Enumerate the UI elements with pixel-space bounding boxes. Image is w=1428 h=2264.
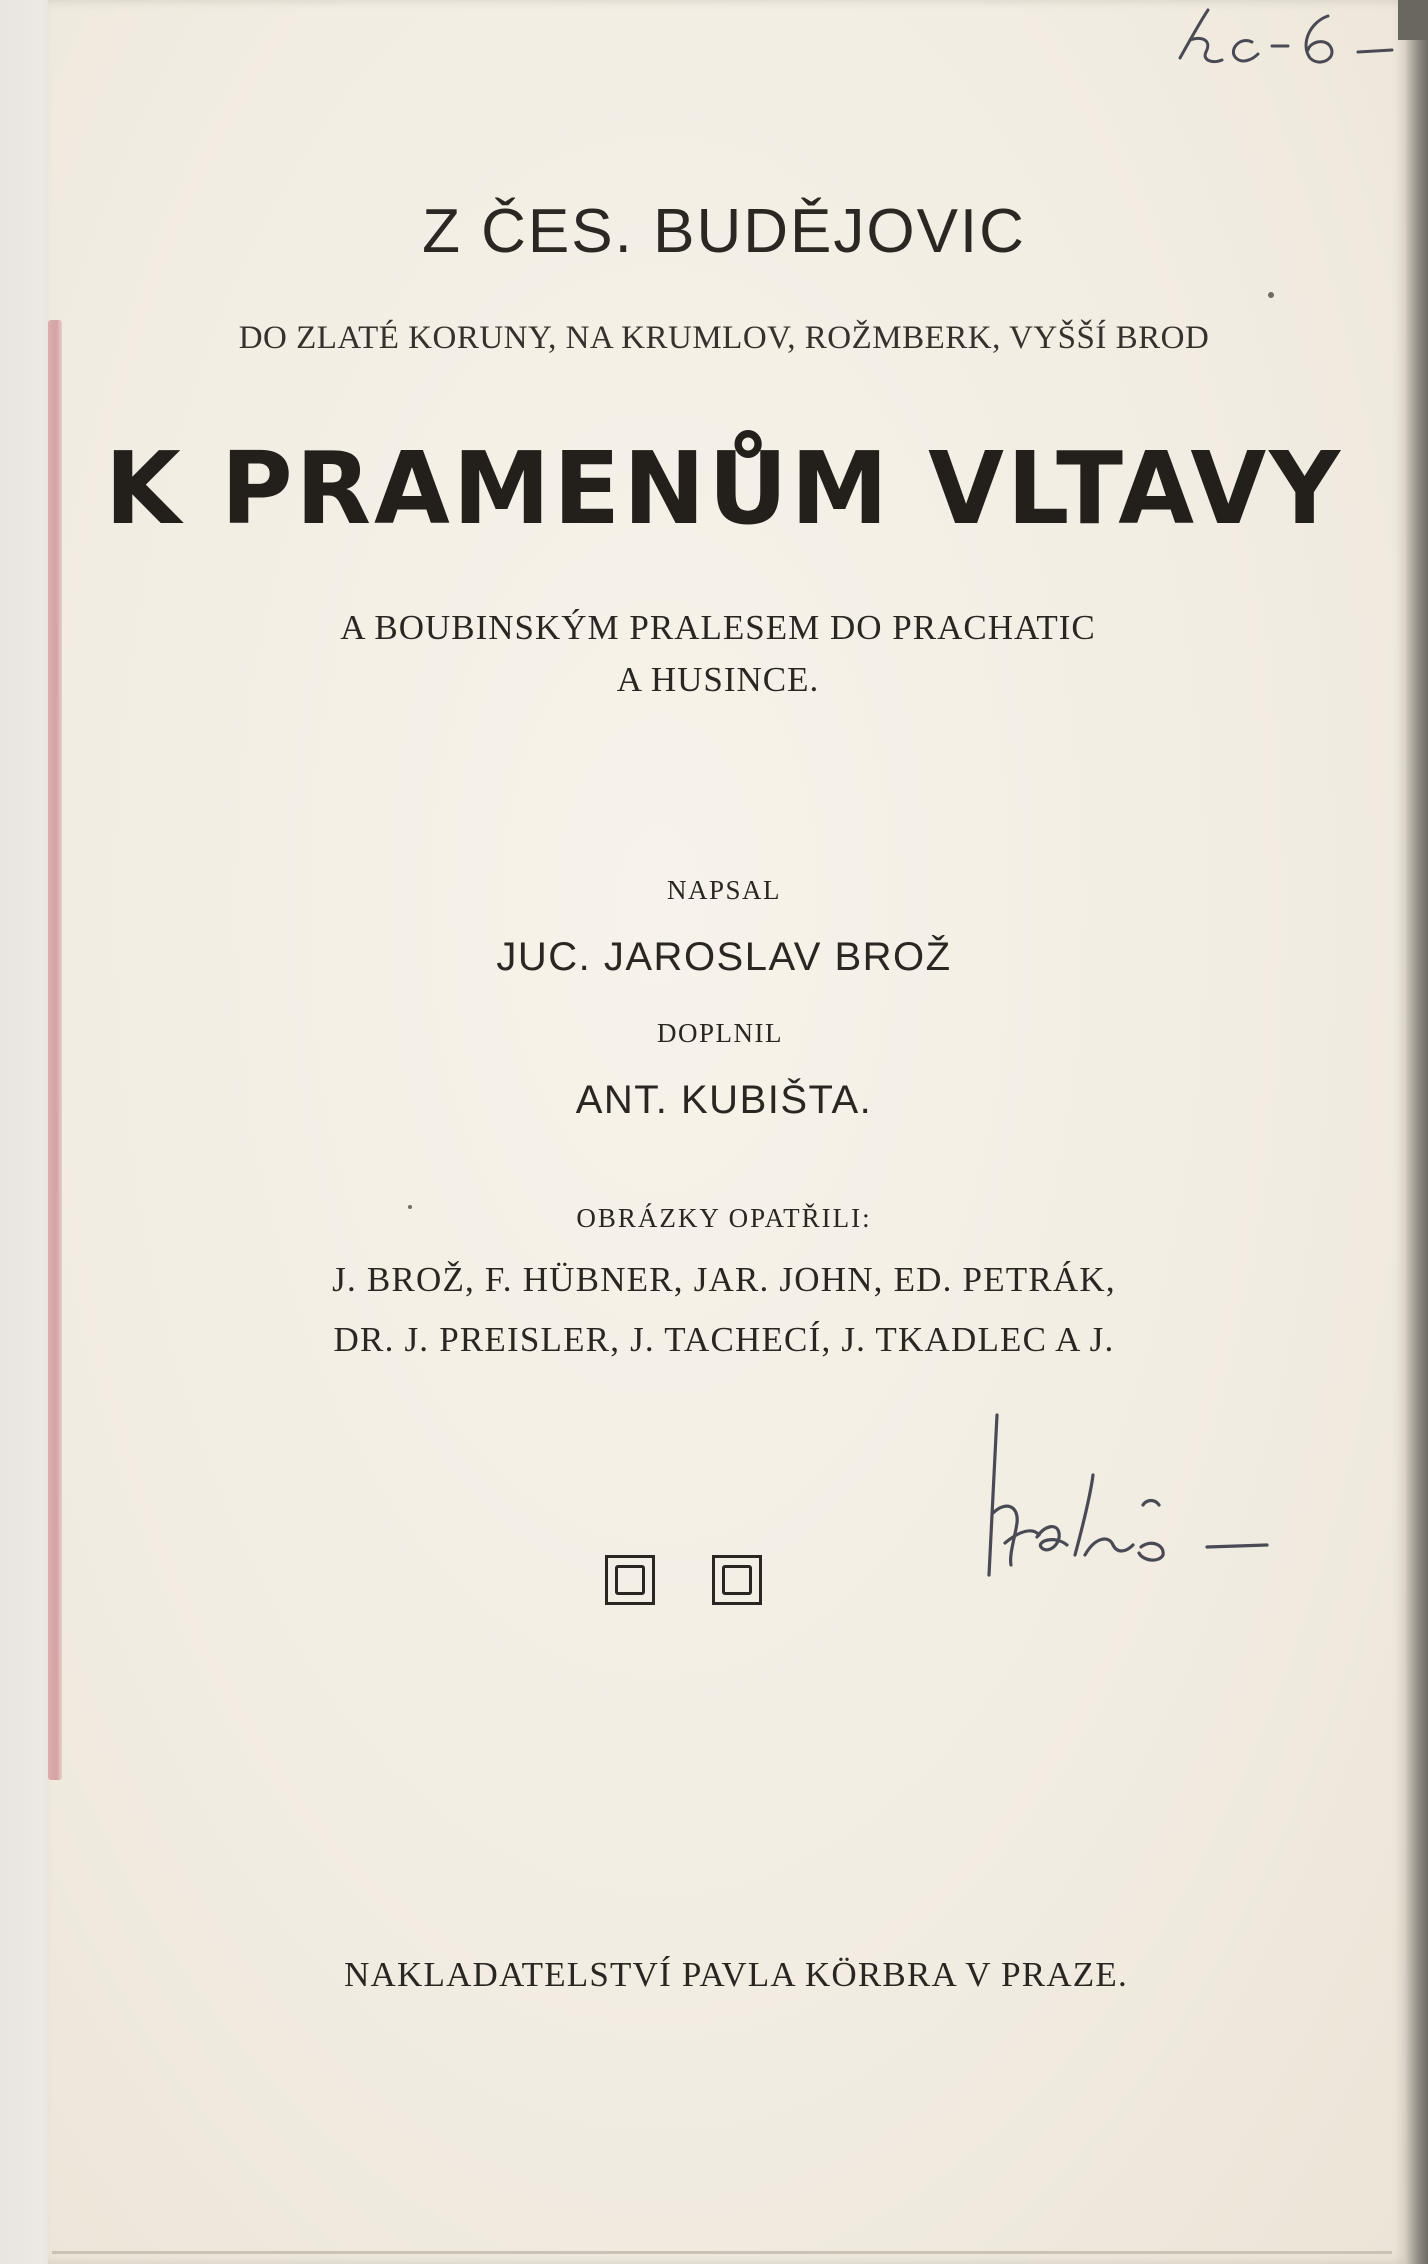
ink-speck (1268, 292, 1274, 298)
page-stack-line (52, 2251, 1392, 2254)
illustrators-line-2: DR. J. PREISLER, J. TACHECÍ, J. TKADLEC A J. (333, 1320, 1115, 1359)
ornament-square-left (605, 1555, 655, 1605)
title-line: Z ČES. BUDĚJOVIC (422, 197, 1026, 266)
editor-name: ANT. KUBIŠTA. (575, 1078, 873, 1122)
illustrators-line-1: J. BROŽ, F. HÜBNER, JAR. JOHN, ED. PETRÁK, (332, 1260, 1116, 1299)
ornament-square-right (712, 1555, 762, 1605)
route-line-1: A BOUBINSKÝM PRALESEM DO PRACHATIC (340, 608, 1096, 647)
publisher-line: NAKLADATELSTVÍ PAVLA KÖRBRA V PRAZE. (344, 1955, 1128, 1994)
route-line-2: A HUSINCE. (616, 660, 820, 699)
handwritten-price-note (1160, 0, 1420, 90)
subtitle-destinations: DO ZLATÉ KORUNY, NA KRUMLOV, ROŽMBERK, VYŠŠÍ BROD (238, 320, 1210, 356)
author-name: JUC. JAROSLAV BROŽ (496, 935, 952, 979)
handwritten-signature (975, 1405, 1335, 1595)
supplemented-by-label: DOPLNIL (657, 1018, 783, 1048)
ink-speck (408, 1205, 412, 1209)
illustrations-label: OBRÁZKY OPATŘILI: (576, 1203, 872, 1233)
written-by-label: NAPSAL (666, 875, 782, 905)
main-title: K PRAMENŮM VLTAVY (104, 430, 1344, 547)
